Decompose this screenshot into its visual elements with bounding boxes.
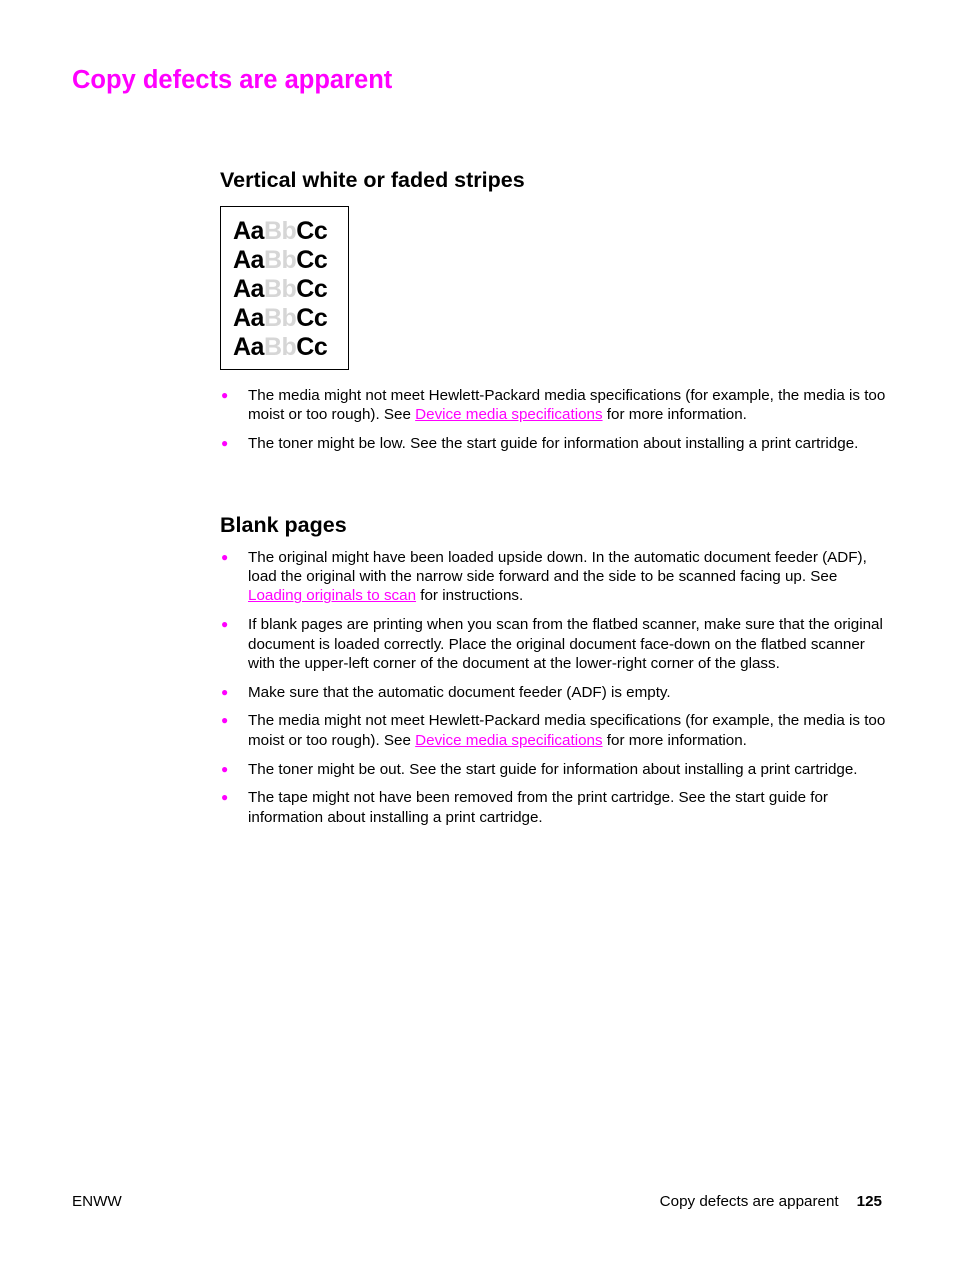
bullet-icon: ● xyxy=(221,550,229,564)
list-item: ● The media might not meet Hewlett-Packard media specifications (for example, the media is too moist or too rough). See Device media specifications for more information. xyxy=(221,387,886,424)
list-item: ● The toner might be out. See the start guide for information about installing a print cartridge. xyxy=(221,760,858,778)
blank-pages-cause-list xyxy=(220,548,890,837)
device-media-specifications-link[interactable]: Device media specifications xyxy=(415,731,603,749)
bullet-icon: ● xyxy=(221,617,229,632)
page-title: Copy defects are apparent xyxy=(72,66,393,94)
bullet-icon: ● xyxy=(221,761,229,776)
bullet-icon: ● xyxy=(221,790,229,805)
list-item: ● Make sure that the automatic document feeder (ADF) is empty. xyxy=(221,683,671,701)
sample-line: AaBbCc xyxy=(233,246,328,274)
list-item: ● The toner might be low. See the start guide for information about installing a print cartridge. xyxy=(221,435,859,453)
list-item: ● If blank pages are printing when you scan from the flatbed scanner, make sure that the original document is loaded correctly. Place the original document face-down on the flatbed scanner with the upper-left corner of the document at the lower-right corner of the glass. xyxy=(221,616,883,672)
stripes-cause-list xyxy=(220,386,890,463)
section-heading-vertical-stripes: Vertical white or faded stripes xyxy=(220,168,525,192)
bullet-icon: ● xyxy=(221,436,229,451)
bullet-icon: ● xyxy=(221,388,229,402)
bullet-icon: ● xyxy=(221,713,229,728)
footer-right xyxy=(660,1192,882,1211)
sample-line: AaBbCc xyxy=(233,333,328,361)
bullet-icon: ● xyxy=(221,684,229,699)
footer-section-title: Copy defects are apparent xyxy=(659,1193,839,1210)
device-media-specifications-link[interactable]: Device media specifications xyxy=(415,406,603,424)
list-item: ● The media might not meet Hewlett-Packard media specifications (for example, the media is too moist or too rough). See Device media specifications for more information. xyxy=(221,712,886,749)
section-heading-blank-pages: Blank pages xyxy=(220,513,347,537)
list-item: ● The original might have been loaded upside down. In the automatic document feeder (ADF), load the original with the narrow side forward and the side to be scanned facing up. See Loading originals to scan for instructions. xyxy=(221,549,867,605)
loading-originals-link[interactable]: Loading originals to scan xyxy=(248,587,417,605)
list-item: ● The tape might not have been removed from the print cartridge. See the start guide for information about installing a print cartridge. xyxy=(221,789,828,826)
stripes-sample-image xyxy=(220,206,349,370)
sample-line: AaBbCc xyxy=(233,217,328,245)
sample-line: AaBbCc xyxy=(233,304,328,332)
sample-line: AaBbCc xyxy=(233,275,328,303)
page-number: 125 xyxy=(856,1193,882,1210)
footer-left-label: ENWW xyxy=(72,1193,122,1210)
